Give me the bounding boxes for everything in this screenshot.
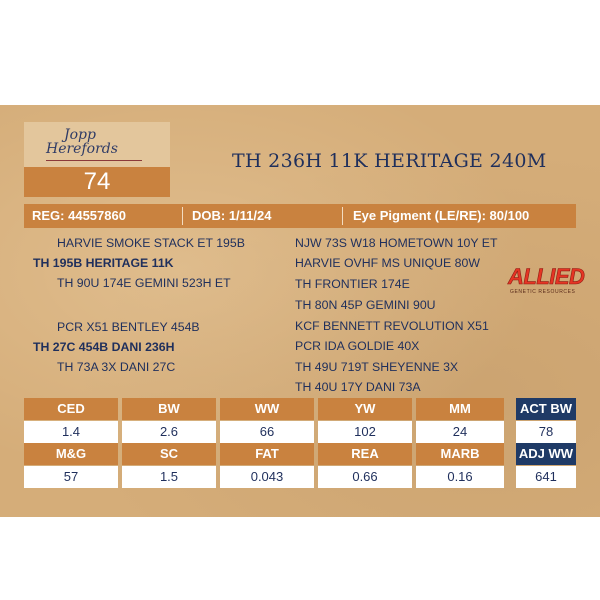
pedigree-dam-sire: PCR X51 BENTLEY 454B bbox=[57, 320, 200, 334]
logo-line-1: Jopp bbox=[64, 127, 96, 143]
lot-number: 74 bbox=[24, 167, 170, 197]
adj-ww-label: ADJ WW bbox=[516, 443, 576, 465]
epd-value-fat: 0.043 bbox=[220, 466, 314, 488]
pedigree-right-4: TH 80N 45P GEMINI 90U bbox=[295, 298, 436, 312]
epd-header-ww: WW bbox=[220, 398, 314, 420]
pedigree-right-7: TH 49U 719T SHEYENNE 3X bbox=[295, 360, 459, 374]
eye-pigment: Eye Pigment (LE/RE): 80/100 bbox=[353, 208, 530, 223]
pedigree-dam: TH 27C 454B DANI 236H bbox=[33, 340, 175, 354]
pedigree-right-1: NJW 73S W18 HOMETOWN 10Y ET bbox=[295, 236, 498, 250]
pedigree-right-2: HARVIE OVHF MS UNIQUE 80W bbox=[295, 256, 480, 270]
adj-ww-value: 641 bbox=[516, 466, 576, 488]
info-bar bbox=[24, 204, 576, 228]
epd-header-fat: FAT bbox=[220, 443, 314, 465]
allied-logo bbox=[508, 266, 584, 298]
animal-name: TH 236H 11K HERITAGE 240M bbox=[232, 150, 547, 172]
pedigree-right-3: TH FRONTIER 174E bbox=[295, 277, 410, 291]
pedigree-right-5: KCF BENNETT REVOLUTION X51 bbox=[295, 319, 489, 333]
act-bw-label: ACT BW bbox=[516, 398, 576, 420]
pedigree-sire-sire: HARVIE SMOKE STACK ET 195B bbox=[57, 236, 245, 250]
epd-value-bw: 2.6 bbox=[122, 421, 216, 443]
info-divider bbox=[182, 207, 183, 225]
allied-wordmark: ALLIED bbox=[508, 264, 585, 289]
epd-value-marb: 0.16 bbox=[416, 466, 504, 488]
act-bw-value: 78 bbox=[516, 421, 576, 443]
info-divider bbox=[342, 207, 343, 225]
breeder-logo bbox=[40, 128, 150, 168]
date-of-birth: DOB: 1/11/24 bbox=[192, 208, 272, 223]
pedigree-sire-dam: TH 90U 174E GEMINI 523H ET bbox=[57, 276, 231, 290]
epd-header-mm: MM bbox=[416, 398, 504, 420]
epd-value-rea: 0.66 bbox=[318, 466, 412, 488]
logo-underline bbox=[46, 160, 142, 161]
pedigree-right-8: TH 40U 17Y DANI 73A bbox=[295, 380, 421, 394]
epd-value-ced: 1.4 bbox=[24, 421, 118, 443]
epd-header-sc: SC bbox=[122, 443, 216, 465]
epd-header-ced: CED bbox=[24, 398, 118, 420]
epd-header-mg: M&G bbox=[24, 443, 118, 465]
epd-header-rea: REA bbox=[318, 443, 412, 465]
registration-number: REG: 44557860 bbox=[32, 208, 126, 223]
epd-header-bw: BW bbox=[122, 398, 216, 420]
epd-header-marb: MARB bbox=[416, 443, 504, 465]
logo-line-2: Herefords bbox=[46, 141, 118, 157]
pedigree-sire: TH 195B HERITAGE 11K bbox=[33, 256, 174, 270]
epd-value-ww: 66 bbox=[220, 421, 314, 443]
pedigree-dam-dam: TH 73A 3X DANI 27C bbox=[57, 360, 176, 374]
allied-tagline: GENETIC RESOURCES bbox=[510, 289, 576, 295]
epd-value-yw: 102 bbox=[318, 421, 412, 443]
epd-value-sc: 1.5 bbox=[122, 466, 216, 488]
epd-value-mg: 57 bbox=[24, 466, 118, 488]
pedigree-right-6: PCR IDA GOLDIE 40X bbox=[295, 339, 420, 353]
epd-header-yw: YW bbox=[318, 398, 412, 420]
epd-value-mm: 24 bbox=[416, 421, 504, 443]
